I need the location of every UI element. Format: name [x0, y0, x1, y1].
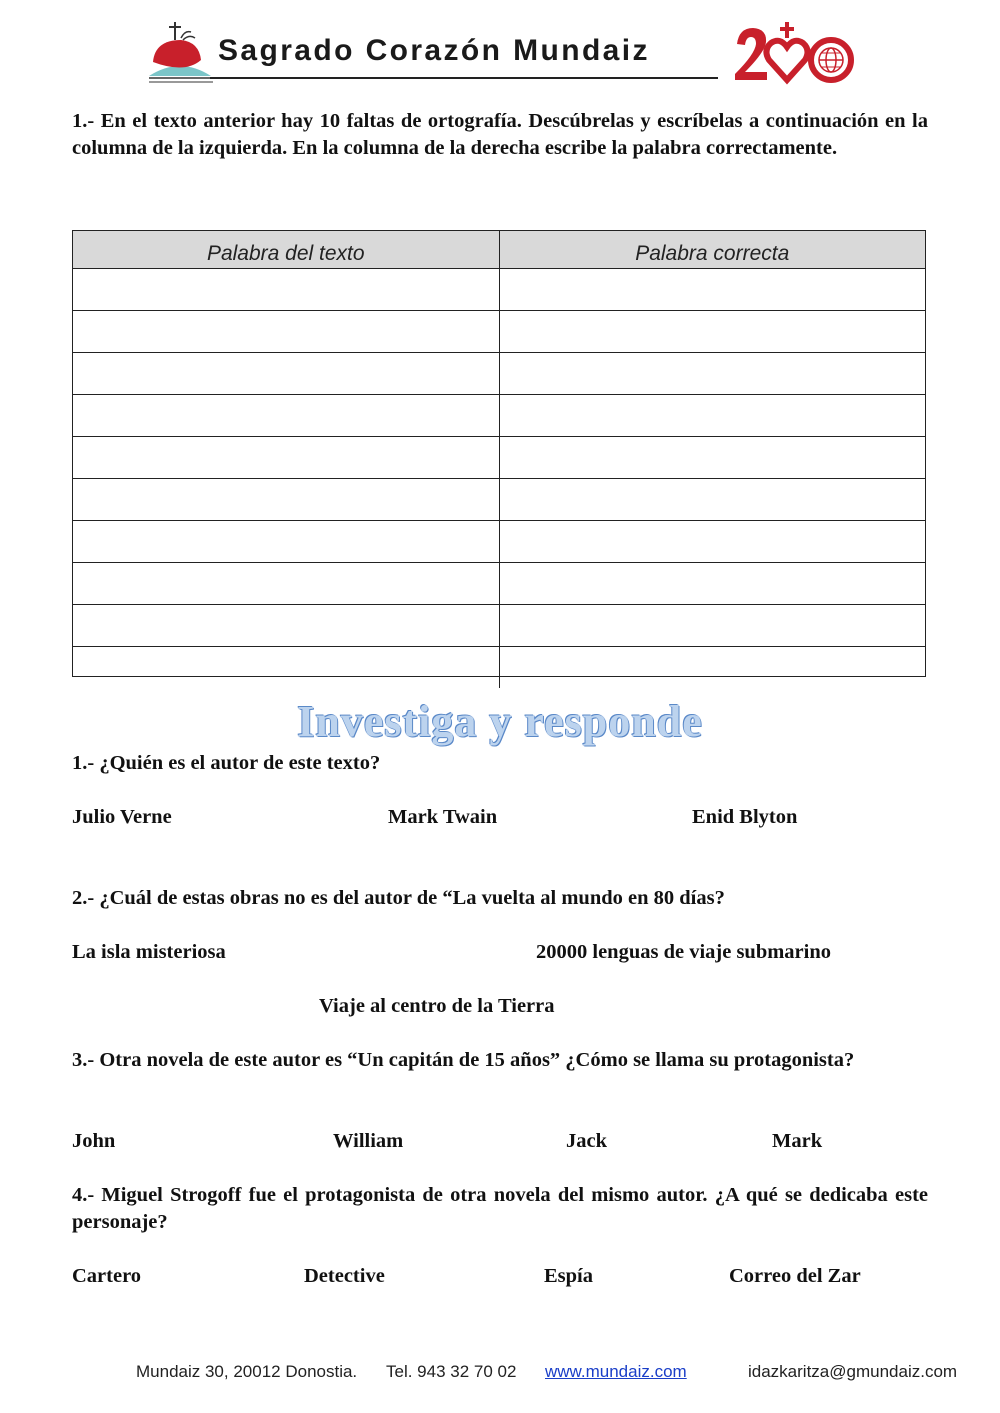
- table-cell[interactable]: [73, 563, 499, 604]
- table-row: [73, 521, 925, 563]
- question-3-option-2[interactable]: William: [333, 1130, 404, 1152]
- footer-address: Mundaiz 30, 20012 Donostia.: [136, 1362, 358, 1381]
- table-row: [73, 269, 925, 311]
- table-row: [73, 479, 925, 521]
- question-4-option-1[interactable]: Cartero: [72, 1265, 142, 1287]
- table-cell[interactable]: [499, 521, 926, 562]
- table-row: [73, 395, 925, 437]
- question-2: 2.- ¿Cuál de estas obras no es del autor de “La vuelta al mundo en 80 días?: [72, 887, 725, 909]
- table-cell[interactable]: [499, 311, 926, 352]
- table-cell[interactable]: [499, 269, 926, 310]
- table-cell[interactable]: [73, 353, 499, 394]
- table-cell[interactable]: [73, 479, 499, 520]
- question-1-option-2[interactable]: Mark Twain: [388, 806, 498, 828]
- brand-underline: [210, 77, 718, 79]
- question-2-option-3[interactable]: Viaje al centro de la Tierra: [319, 995, 555, 1017]
- page-header: [0, 0, 1000, 100]
- school-logo-icon: [145, 18, 215, 84]
- table-cell[interactable]: [499, 437, 926, 478]
- table-cell[interactable]: [73, 269, 499, 310]
- question-3-option-4[interactable]: Mark: [772, 1130, 823, 1152]
- exercise-instructions: 1.- En el texto anterior hay 10 faltas de ortografía. Descúbrelas y escríbelas a continuación en la columna de la izquierda. En la columna de la derecha escribe la palabra correctamente.: [72, 110, 928, 159]
- table-row: [73, 311, 925, 353]
- brand-name: Sagrado Corazón Mundaiz: [218, 34, 650, 67]
- table-row: [73, 647, 925, 688]
- table-cell[interactable]: [499, 563, 926, 604]
- footer-email: idazkaritza@gmundaiz.com: [748, 1362, 958, 1381]
- question-2-option-2[interactable]: 20000 lenguas de viaje submarino: [536, 941, 831, 963]
- question-3-option-1[interactable]: John: [72, 1130, 116, 1152]
- table-cell[interactable]: [499, 647, 926, 688]
- footer-website-link[interactable]: www.mundaiz.com: [545, 1362, 687, 1381]
- question-4-option-2[interactable]: Detective: [304, 1265, 385, 1287]
- question-4-option-4[interactable]: Correo del Zar: [729, 1265, 861, 1287]
- question-4: 4.- Miguel Strogoff fue el protagonista de otra novela del mismo autor. ¿A qué se dedicaba este personaje?: [72, 1184, 928, 1233]
- table-row: [73, 437, 925, 479]
- question-1: 1.- ¿Quién es el autor de este texto?: [72, 752, 381, 774]
- table-cell[interactable]: [499, 479, 926, 520]
- table-cell[interactable]: [499, 353, 926, 394]
- anniversary-200-logo-icon: [733, 22, 858, 86]
- question-1-option-3[interactable]: Enid Blyton: [692, 806, 798, 828]
- question-3: 3.- Otra novela de este autor es “Un capitán de 15 años” ¿Cómo se llama su protagonista?: [72, 1049, 855, 1071]
- table-cell[interactable]: [73, 311, 499, 352]
- question-3-option-3[interactable]: Jack: [566, 1130, 607, 1152]
- table-row: [73, 353, 925, 395]
- table-cell[interactable]: [73, 647, 499, 688]
- table-cell[interactable]: [73, 521, 499, 562]
- table-cell[interactable]: [73, 395, 499, 436]
- question-1-option-1[interactable]: Julio Verne: [72, 806, 172, 828]
- table-cell[interactable]: [499, 395, 926, 436]
- table-cell[interactable]: [499, 605, 926, 646]
- table-cell[interactable]: [73, 605, 499, 646]
- table-cell[interactable]: [73, 437, 499, 478]
- table-row: [73, 605, 925, 647]
- column-header-correct-word: Palabra correcta: [499, 231, 926, 268]
- spelling-table: [72, 230, 926, 677]
- footer-phone: Tel. 943 32 70 02: [386, 1362, 517, 1381]
- column-header-text-word: Palabra del texto: [206, 242, 365, 265]
- question-4-option-3[interactable]: Espía: [544, 1265, 593, 1287]
- table-header: [73, 231, 925, 269]
- page-footer: [0, 1362, 1000, 1386]
- question-2-option-1[interactable]: La isla misteriosa: [72, 941, 226, 963]
- table-row: [73, 563, 925, 605]
- section-title: Investiga y responde: [297, 697, 703, 746]
